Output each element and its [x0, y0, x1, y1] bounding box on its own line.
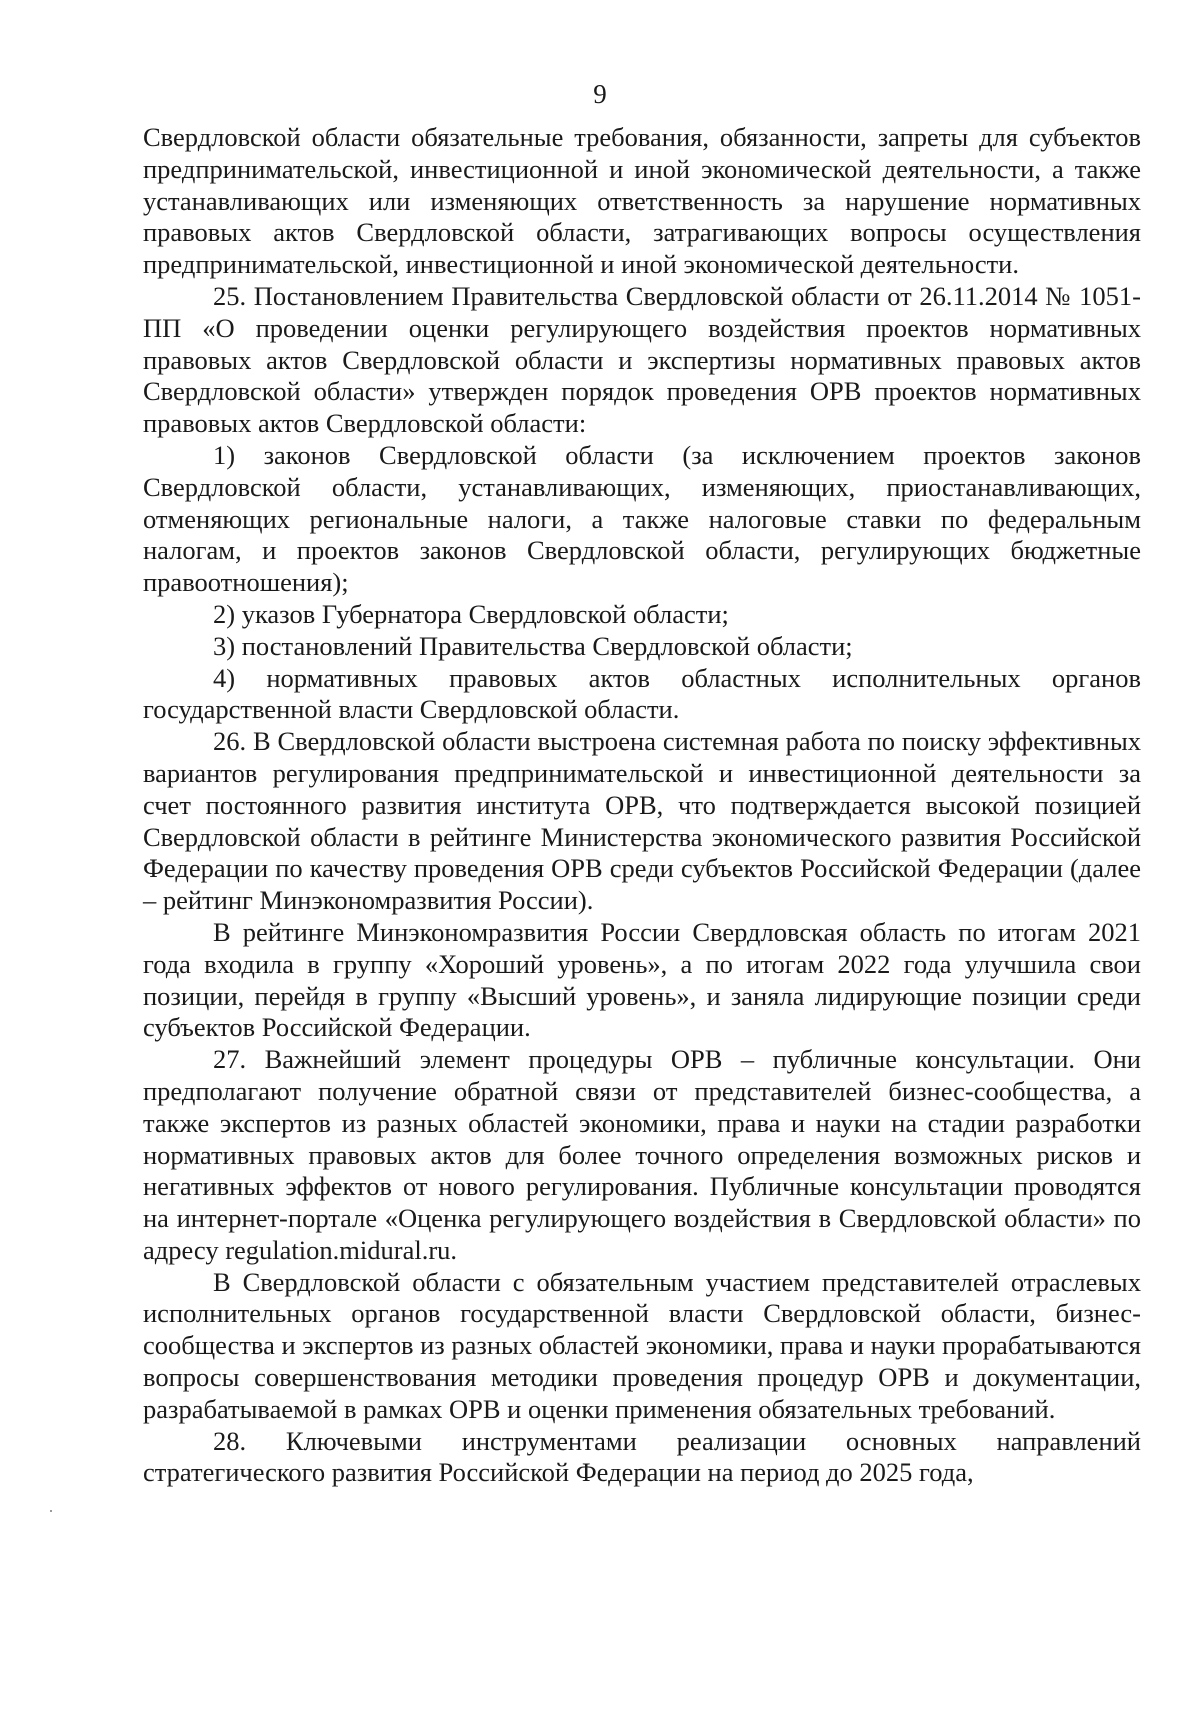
- paragraph: 27. Важнейший элемент процедуры ОРВ – публичные консультации. Они предполагают получение обратной связи от представителей бизнес-сообщества, а также экспертов из разных областей экономики, права и науки на стадии разработки нормативных правовых актов для более точного определения возможных рисков и негативных эффектов от нового регулирования. Публичные консультации проводятся на интернет-портале «Оценка регулирующего воздействия в Свердловской области» по адресу regulation.midural.ru.: [143, 1044, 1141, 1265]
- page-number: 9: [593, 79, 607, 109]
- paragraph: 25. Постановлением Правительства Свердловской области от 26.11.2014 № 1051-ПП «О проведении оценки регулирующего воздействия проектов нормативных правовых актов Свердловской области и экспертизы нормативных правовых актов Свердловской области» утвержден порядок проведения ОРВ проектов нормативных правовых актов Свердловской области:: [143, 280, 1141, 439]
- list-item: 2) указов Губернатора Свердловской области;: [213, 598, 729, 629]
- paragraph: Свердловской области обязательные требования, обязанности, запреты для субъектов предпринимательской, инвестиционной и иной экономической деятельности, а также устанавливающих или изменяющих ответственность за нарушение нормативных правовых актов Свердловской области, затрагивающих вопросы осуществления предпринимательской, инвестиционной и иной экономической деятельности.: [143, 122, 1141, 280]
- paragraph: 28. Ключевыми инструментами реализации основных направлений стратегического развития Российской Федерации на период до 2025 года,: [143, 1425, 1141, 1488]
- list-item: 1) законов Свердловской области (за исключением проектов законов Свердловской области, устанавливающих, изменяющих, приостанавливающих, отменяющих региональные налоги, а также налоговые ставки по федеральным налогам, и проектов законов Свердловской области, регулирующих бюджетные правоотношения);: [143, 439, 1141, 598]
- paragraph: В Свердловской области с обязательным участием представителей отраслевых исполнительных органов государственной власти Свердловской области, бизнес-сообщества и экспертов из разных областей экономики, права и науки прорабатываются вопросы совершенствования методики проведения процедур ОРВ и документации, разрабатываемой в рамках ОРВ и оценки применения обязательных требований.: [143, 1266, 1141, 1424]
- paragraph: 26. В Свердловской области выстроена системная работа по поиску эффективных вариантов регулирования предпринимательской и инвестиционной деятельности за счет постоянного развития института ОРВ, что подтверждается высокой позицией Свердловской области в рейтинге Министерства экономического развития Российской Федерации по качеству проведения ОРВ среди субъектов Российской Федерации (далее – рейтинг Минэкономразвития России).: [143, 726, 1141, 916]
- paragraph: В рейтинге Минэкономразвития России Свердловская область по итогам 2021 года входила в группу «Хороший уровень», а по итогам 2022 года улучшила свои позиции, перейдя в группу «Высший уровень», и заняла лидирующие позиции среди субъектов Российской Федерации.: [143, 916, 1141, 1043]
- scan-speck: [50, 1510, 52, 1512]
- list-item: 3) постановлений Правительства Свердловской области;: [213, 630, 853, 661]
- list-item: 4) нормативных правовых актов областных исполнительных органов государственной власти Свердловской области.: [143, 662, 1141, 725]
- document-body: [143, 122, 1141, 1489]
